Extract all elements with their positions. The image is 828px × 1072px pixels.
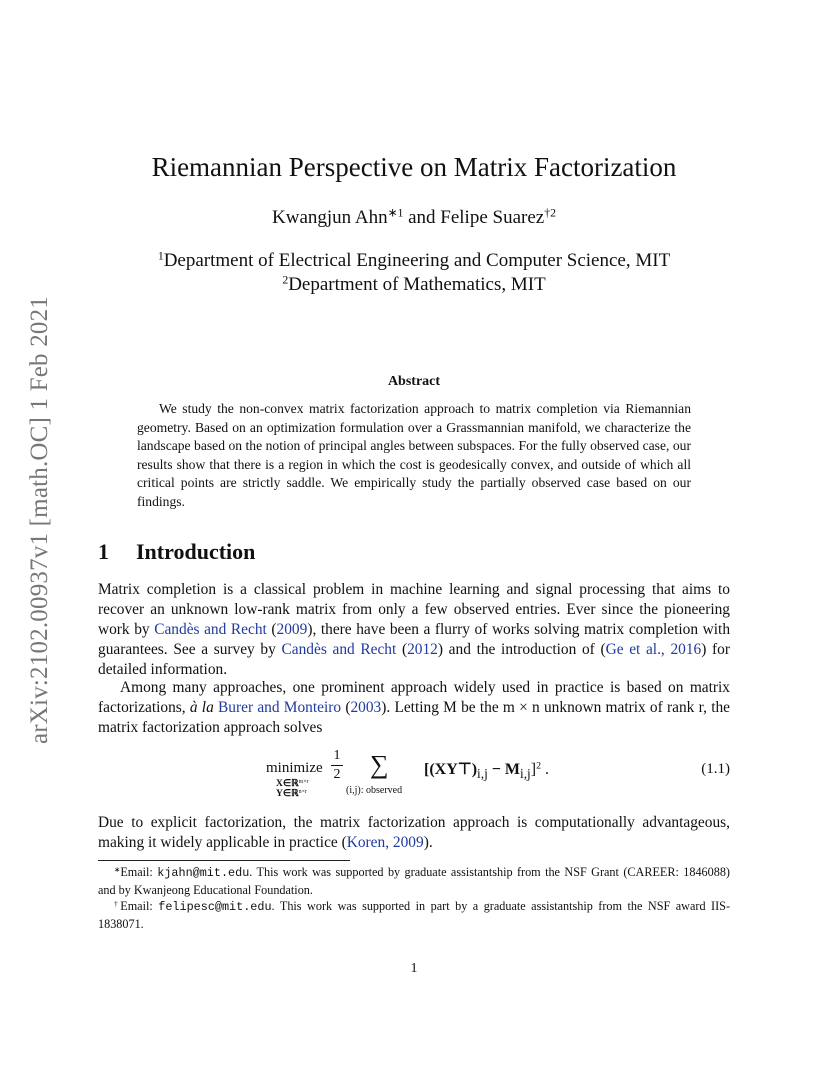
eq-sub-text: X∈ℝ bbox=[276, 779, 299, 789]
section-title: Introduction bbox=[136, 539, 256, 564]
eq-subscript-y bbox=[276, 788, 307, 799]
eq-minimize: minimize bbox=[266, 760, 323, 776]
eq-expr-part: ] bbox=[530, 761, 537, 778]
footnote-mark: ∗ bbox=[114, 864, 121, 874]
eq-sum-subscript: (i,j): observed bbox=[346, 785, 403, 796]
footnote-2 bbox=[98, 898, 730, 933]
footnote-1 bbox=[98, 864, 730, 899]
author-mark: †2 bbox=[544, 206, 556, 220]
section-number: 1 bbox=[98, 539, 109, 564]
section-heading bbox=[98, 539, 255, 565]
intro-paragraph-2 bbox=[98, 678, 730, 738]
eq-sum-symbol: ∑ bbox=[370, 750, 389, 779]
paragraph-text: Matrix completion is a classical problem in machine learning and signal processing that aims to recover an unknown low-rank matrix from only a few observed entries. Ever since the pioneering work by bbox=[98, 581, 730, 638]
eq-fraction bbox=[331, 748, 343, 783]
citation-year-link[interactable]: 2012 bbox=[407, 641, 438, 658]
equation-number: (1.1) bbox=[701, 761, 730, 777]
paragraph-text: ). Letting M be the m × n unknown matrix of rank r, the matrix factorization approach solves bbox=[98, 699, 730, 736]
affiliation-text: Department of Electrical Engineering and Computer Science, MIT bbox=[163, 250, 671, 271]
footnote-email[interactable]: kjahn@mit.edu bbox=[157, 866, 250, 880]
author-line bbox=[0, 207, 828, 229]
eq-denominator: 2 bbox=[333, 767, 341, 782]
footnote-mark: † bbox=[114, 898, 121, 908]
abstract-body: We study the non-convex matrix factorization approach to matrix completion via Riemannian geometry. Based on an optimization formulation over a Grassmannian manifold, we characterize the landscape based on the notion of principal angles between subspaces. For the fully observed case, our results show that there is a region in which the cost is geodesically convex, and outside of which all critical points are strictly saddle. We empirically study the partially observed case based on our findings. bbox=[137, 401, 691, 509]
eq-expr-part: − M bbox=[487, 761, 520, 778]
citation-link[interactable]: Ge et al., 2016 bbox=[605, 641, 702, 658]
eq-expr-sup: 2 bbox=[536, 760, 542, 772]
author-conjunction: and bbox=[408, 207, 436, 228]
eq-numerator: 1 bbox=[333, 748, 341, 763]
footnote-text: Email: bbox=[120, 899, 159, 913]
paragraph-text: ( bbox=[266, 621, 277, 638]
eq-expr-part: [(XY⊤) bbox=[424, 761, 478, 778]
footnote-divider bbox=[98, 860, 350, 861]
citation-year-link[interactable]: 2003 bbox=[350, 699, 382, 716]
eq-sub-text: Y∈ℝ bbox=[276, 789, 299, 799]
citation-year-link[interactable]: 2009 bbox=[276, 621, 308, 638]
paragraph-text: ) for detailed information. bbox=[98, 641, 730, 678]
author-mark: ∗1 bbox=[387, 206, 404, 220]
footnote-text: . This work was supported by graduate assistantship from the NSF Grant (CAREER: 1846088) and by Kwanjeong Educational Foundation. bbox=[98, 865, 730, 897]
eq-expression bbox=[424, 759, 549, 782]
affiliation-2 bbox=[0, 274, 828, 296]
citation-link[interactable]: Burer and Monteiro bbox=[218, 699, 342, 716]
italic-phrase: à la bbox=[189, 699, 214, 716]
page-number: 1 bbox=[410, 961, 418, 976]
eq-expr-part: . bbox=[541, 761, 550, 778]
affiliation-1 bbox=[0, 250, 828, 272]
eq-expr-sub: i,j bbox=[520, 766, 531, 782]
citation-link[interactable]: Candès and Recht bbox=[154, 621, 267, 638]
equation-1-1 bbox=[266, 748, 736, 798]
arxiv-identifier[interactable]: arXiv:2102.00937v1 [math.OC] 1 Feb 2021 bbox=[26, 295, 53, 745]
paper-title: Riemannian Perspective on Matrix Factorization bbox=[151, 152, 677, 182]
author-name: Felipe Suarez bbox=[440, 207, 545, 228]
footnote-text: Email: bbox=[120, 865, 158, 879]
eq-expr-sub: i,j bbox=[477, 766, 488, 782]
footnote-email[interactable]: felipesc@mit.edu bbox=[158, 900, 272, 914]
paragraph-text: ( bbox=[341, 699, 351, 716]
intro-paragraph-3 bbox=[98, 813, 730, 853]
footnote-text: . This work was supported in part by a graduate assistantship from the NSF award IIS-1838071. bbox=[98, 899, 731, 931]
paragraph-text: ). bbox=[423, 834, 433, 851]
affiliation-mark: 2 bbox=[282, 273, 289, 287]
eq-sub-sup: m×r bbox=[298, 778, 309, 785]
paragraph-text: Among many approaches, one prominent approach widely used in practice is based on matrix factorizations, bbox=[98, 679, 730, 716]
abstract-heading: Abstract bbox=[387, 374, 441, 389]
paragraph-text: Due to explicit factorization, the matrix factorization approach is computationally advantageous, making it widely applicable in practice ( bbox=[98, 814, 730, 851]
paragraph-text: ( bbox=[396, 641, 408, 658]
affiliation-mark: 1 bbox=[157, 249, 164, 263]
affiliation-text: Department of Mathematics, MIT bbox=[288, 274, 546, 295]
eq-fraction-bar bbox=[331, 765, 343, 766]
paragraph-text: ), there have been a flurry of works solving matrix completion with guarantees. See a survey by bbox=[98, 621, 731, 658]
citation-link[interactable]: Koren, 2009 bbox=[346, 834, 424, 851]
paragraph-text: ) and the introduction of ( bbox=[437, 641, 606, 658]
citation-link[interactable]: Candès and Recht bbox=[281, 641, 397, 658]
intro-paragraph-1 bbox=[98, 580, 730, 680]
eq-sub-sup: n×r bbox=[298, 788, 307, 795]
author-name: Kwangjun Ahn bbox=[272, 207, 388, 228]
